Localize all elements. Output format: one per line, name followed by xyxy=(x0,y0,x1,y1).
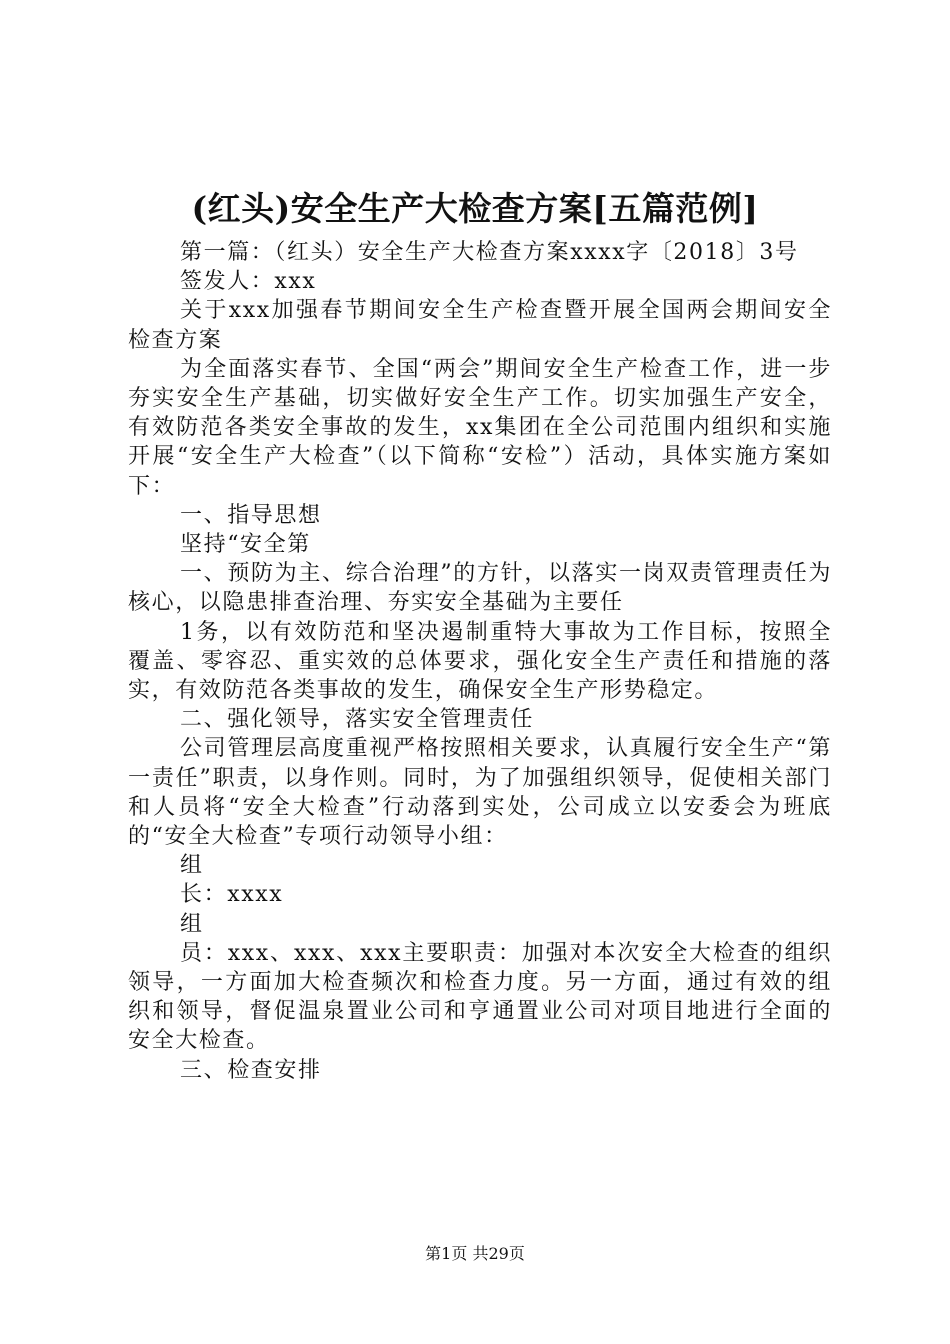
paragraph: 签发人：xxx xyxy=(180,269,317,295)
document-title: (红头)安全生产大检查方案[五篇范例] xyxy=(191,189,759,228)
paragraph: 二、强化领导，落实安全管理责任 xyxy=(180,707,535,733)
paragraph: 公司管理层高度重视严格按照相关要求，认真履行安全生产“第一责任”职责，以身作则。同时，为了加强组织领导，促使相关部门和人员将“安全大检查”行动落到实处，公司成立以安委会为班底的“安全大检查”专项行动领导小组： xyxy=(128,736,832,850)
paragraph: 员：xxx、xxx、xxx主要职责：加强对本次安全大检查的组织领导，一方面加大检查频次和检查力度。另一方面，通过有效的组织和领导，督促温泉置业公司和亨通置业公司对项目地进行全面的安全大检查。 xyxy=(128,940,832,1054)
paragraph: 一、预防为主、综合治理”的方针，以落实一岗双责管理责任为核心，以隐患排查治理、夯实安全基础为主要任 xyxy=(128,561,832,616)
paragraph: 关于xxx加强春节期间安全生产检查暨开展全国两会期间安全检查方案 xyxy=(128,298,832,353)
paragraph: 一、指导思想 xyxy=(180,502,322,528)
paragraph: 三、检查安排 xyxy=(180,1057,322,1083)
page-footer xyxy=(0,1243,950,1265)
paragraph: 为全面落实春节、全国“两会”期间安全生产检查工作，进一步夯实安全生产基础，切实做好安全生产工作。切实加强生产安全，有效防范各类安全事故的发生，xx集团在全公司范围内组织和实施开展“安全生产大检查”（以下简称“安检”）活动，具体实施方案如下： xyxy=(128,356,832,499)
page-total: 共29页 xyxy=(472,1244,525,1263)
paragraph: 第一篇：（红头）安全生产大检查方案xxxx字〔2018〕3号 xyxy=(180,240,799,265)
paragraph: 长：xxxx xyxy=(180,882,284,908)
page-number: 第1页 xyxy=(425,1244,468,1263)
paragraph: 坚持“安全第 xyxy=(180,532,311,558)
document-body xyxy=(128,238,832,1085)
paragraph: 1务，以有效防范和坚决遏制重特大事故为工作目标，按照全覆盖、零容忍、重实效的总体要求，强化安全生产责任和措施的落实，有效防范各类事故的发生，确保安全生产形势稳定。 xyxy=(128,619,832,704)
paragraph: 组 xyxy=(180,853,204,879)
paragraph: 组 xyxy=(180,911,204,937)
